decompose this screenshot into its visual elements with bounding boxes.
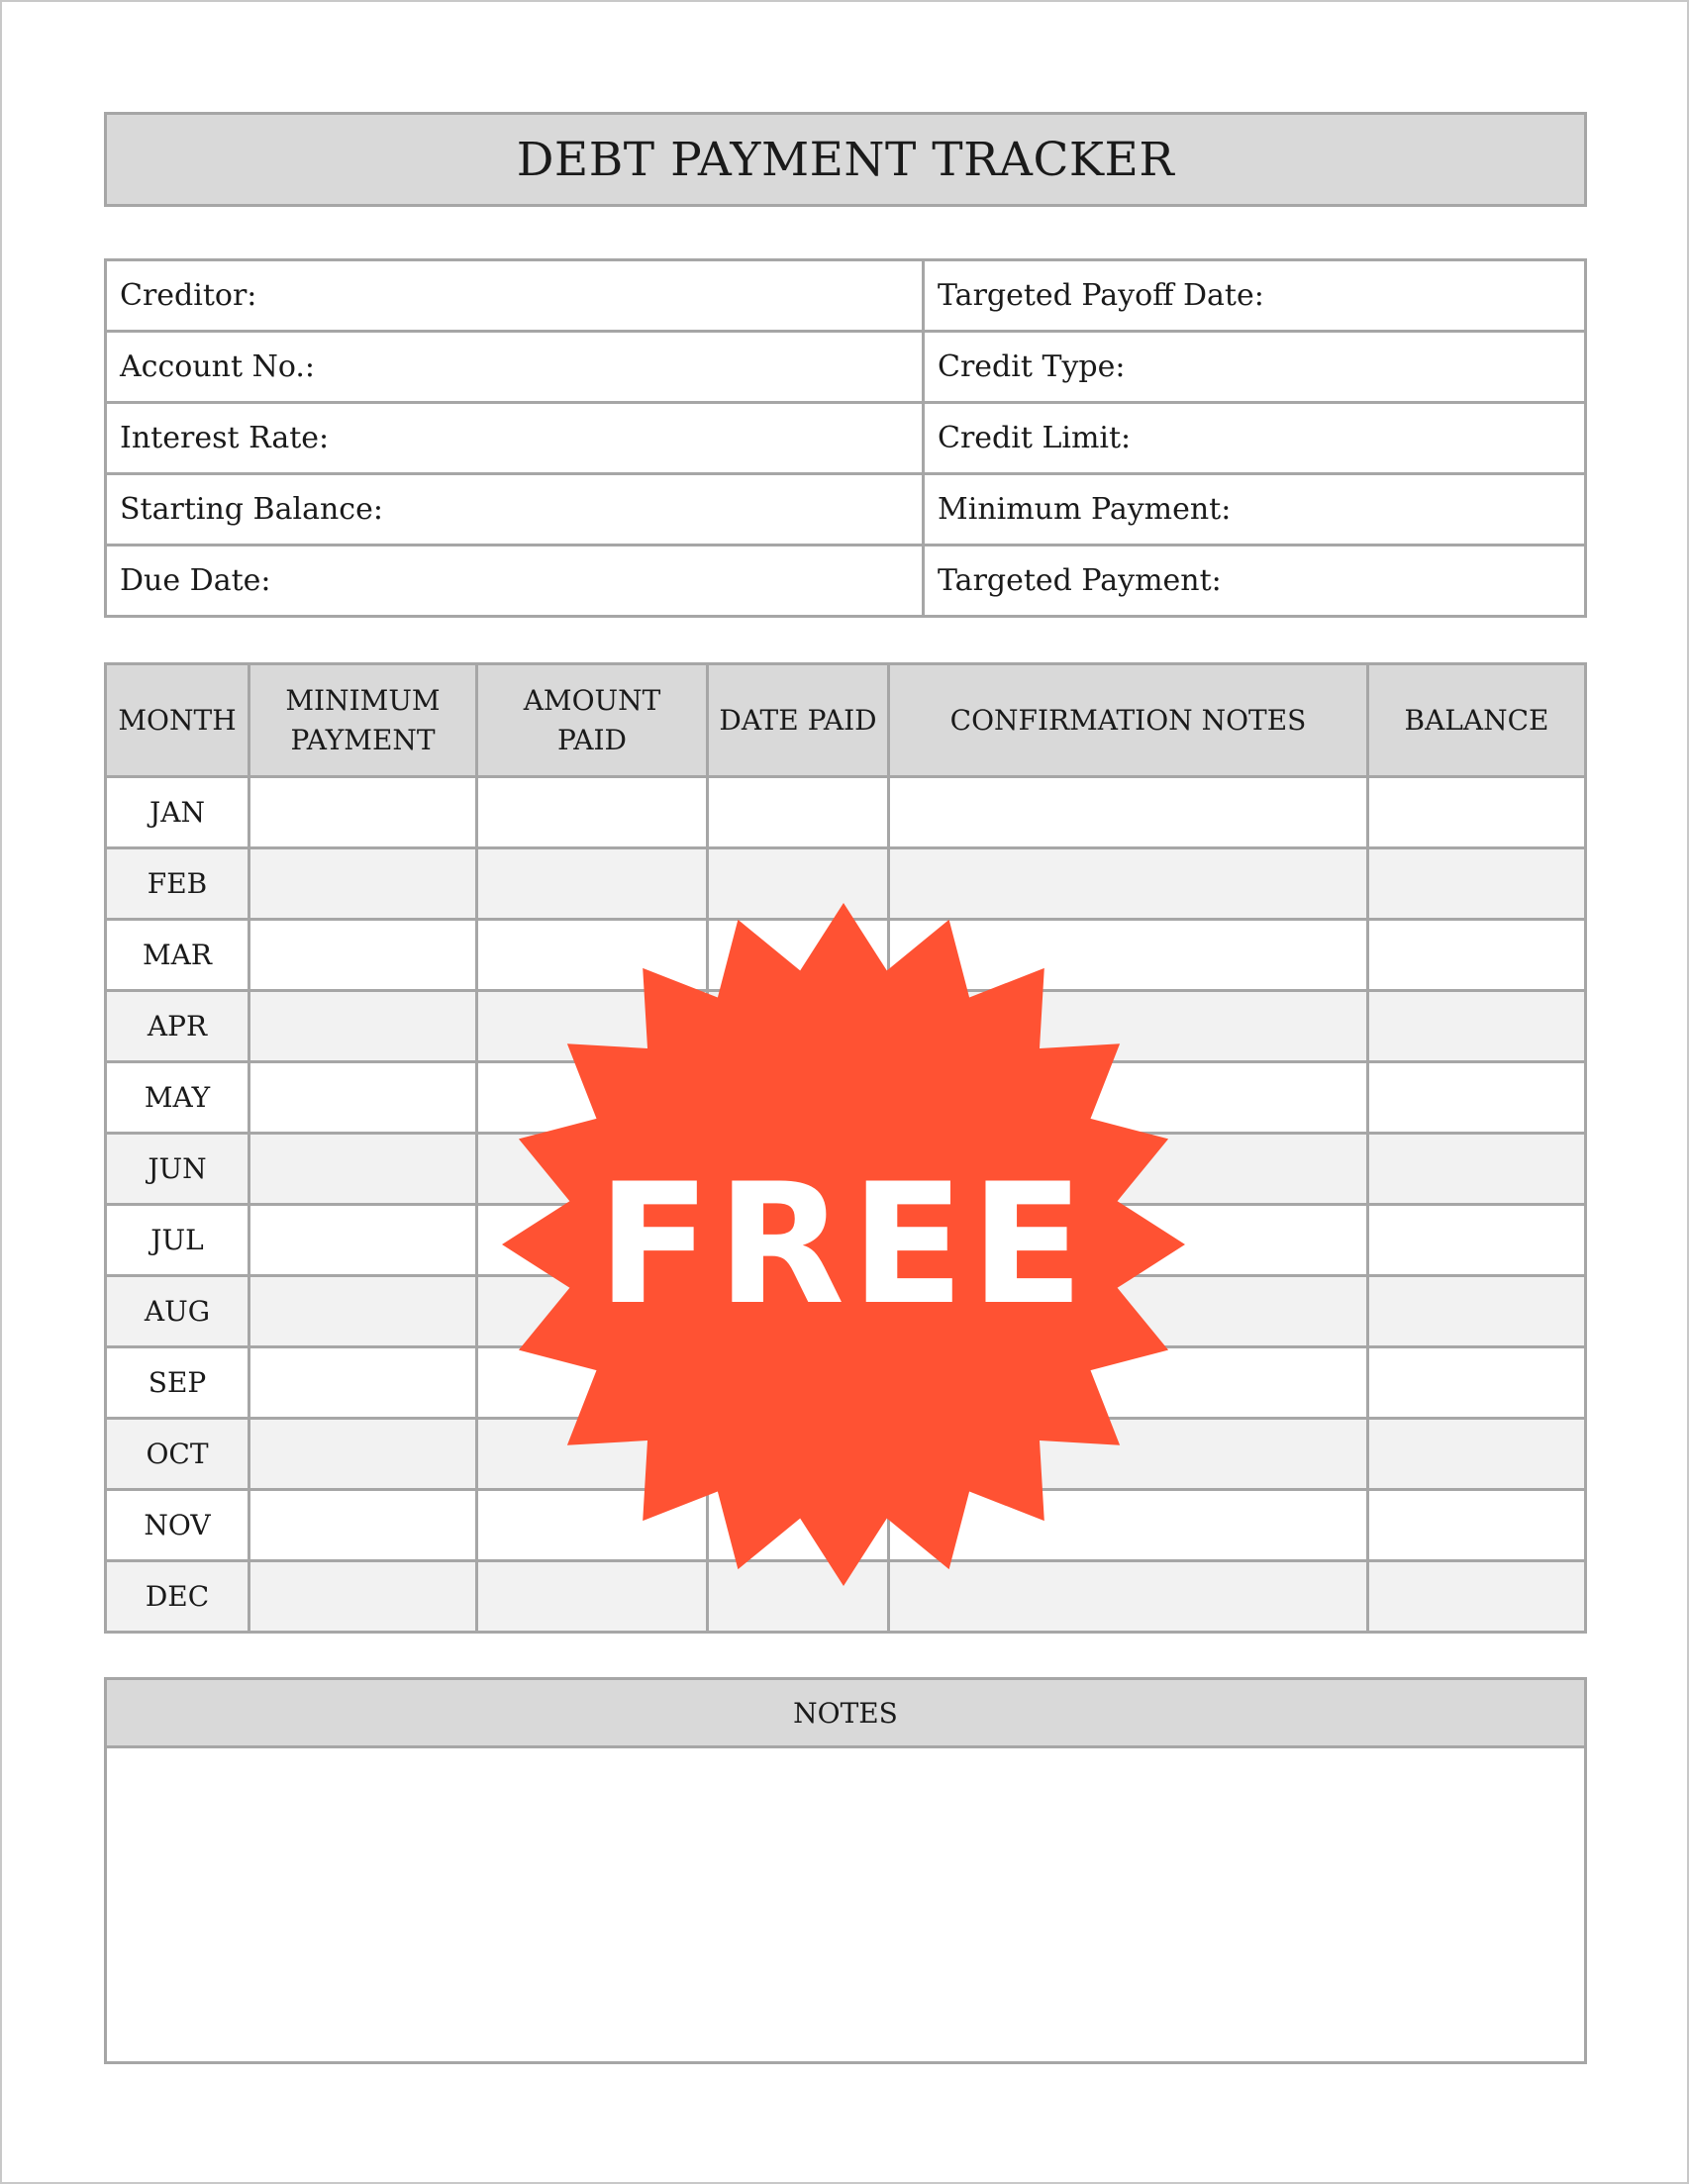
- month-header: [106, 664, 249, 777]
- balance-cell[interactable]: [1368, 991, 1586, 1062]
- minimum-payment-cell[interactable]: [249, 1062, 477, 1134]
- log-header-row: [106, 664, 1586, 777]
- balance-cell[interactable]: [1368, 1490, 1586, 1561]
- amount-paid-cell[interactable]: [477, 777, 708, 848]
- date-paid-header-label: DATE PAID: [719, 703, 877, 737]
- month-cell: JAN: [106, 777, 249, 848]
- balance-cell[interactable]: [1368, 1276, 1586, 1347]
- balance-header-label: BALANCE: [1404, 703, 1549, 737]
- minimum-payment-header: [249, 664, 477, 777]
- minimum-payment-cell[interactable]: [249, 1347, 477, 1419]
- starting-balance-field[interactable]: Starting Balance:: [106, 474, 924, 546]
- balance-cell[interactable]: [1368, 920, 1586, 991]
- notes-heading: NOTES: [104, 1677, 1587, 1748]
- amount-paid-header-line1: AMOUNT: [523, 684, 661, 718]
- balance-cell[interactable]: [1368, 777, 1586, 848]
- minimum-payment-cell[interactable]: [249, 1419, 477, 1490]
- month-cell: JUL: [106, 1205, 249, 1276]
- credit-limit-field[interactable]: Credit Limit:: [924, 403, 1586, 474]
- balance-cell[interactable]: [1368, 848, 1586, 920]
- month-cell: FEB: [106, 848, 249, 920]
- balance-cell[interactable]: [1368, 1205, 1586, 1276]
- month-cell: MAR: [106, 920, 249, 991]
- info-row: [106, 474, 1586, 546]
- month-cell: SEP: [106, 1347, 249, 1419]
- targeted-payoff-date-field[interactable]: Targeted Payoff Date:: [924, 260, 1586, 332]
- minimum-payment-cell[interactable]: [249, 1561, 477, 1633]
- balance-cell[interactable]: [1368, 1561, 1586, 1633]
- minimum-payment-cell[interactable]: [249, 1490, 477, 1561]
- interest-rate-field[interactable]: Interest Rate:: [106, 403, 924, 474]
- confirmation-notes-header: [889, 664, 1368, 777]
- minimum-payment-cell[interactable]: [249, 920, 477, 991]
- month-cell: APR: [106, 991, 249, 1062]
- amount-paid-header: [477, 664, 708, 777]
- targeted-payment-field[interactable]: Targeted Payment:: [924, 546, 1586, 617]
- credit-type-field[interactable]: Credit Type:: [924, 332, 1586, 403]
- confirmation-notes-header-label: CONFIRMATION NOTES: [949, 703, 1307, 737]
- date-paid-header: [708, 664, 889, 777]
- minimum-payment-cell[interactable]: [249, 1205, 477, 1276]
- minimum-payment-cell[interactable]: [249, 991, 477, 1062]
- free-label: FREE: [597, 1147, 1090, 1341]
- month-cell: MAY: [106, 1062, 249, 1134]
- date-paid-cell[interactable]: [708, 777, 889, 848]
- minimum-payment-cell[interactable]: [249, 1134, 477, 1205]
- minimum-payment-cell[interactable]: [249, 848, 477, 920]
- info-row: [106, 403, 1586, 474]
- info-row: [106, 546, 1586, 617]
- notes-area[interactable]: [104, 1745, 1587, 2064]
- info-row: [106, 332, 1586, 403]
- month-cell: JUN: [106, 1134, 249, 1205]
- month-cell: OCT: [106, 1419, 249, 1490]
- amount-paid-header-line2: PAID: [557, 723, 627, 756]
- minimum-payment-cell[interactable]: [249, 1276, 477, 1347]
- page-title: DEBT PAYMENT TRACKER: [104, 112, 1587, 207]
- month-cell: AUG: [106, 1276, 249, 1347]
- balance-cell[interactable]: [1368, 1062, 1586, 1134]
- balance-cell[interactable]: [1368, 1419, 1586, 1490]
- free-badge: [497, 898, 1190, 1591]
- balance-cell[interactable]: [1368, 1134, 1586, 1205]
- creditor-field[interactable]: Creditor:: [106, 260, 924, 332]
- minimum-payment-cell[interactable]: [249, 777, 477, 848]
- balance-cell[interactable]: [1368, 1347, 1586, 1419]
- confirmation-notes-cell[interactable]: [889, 777, 1368, 848]
- balance-header: [1368, 664, 1586, 777]
- info-row: [106, 260, 1586, 332]
- account-number-field[interactable]: Account No.:: [106, 332, 924, 403]
- account-info-table: [104, 258, 1587, 618]
- month-header-label: MONTH: [118, 703, 237, 737]
- minimum-payment-field[interactable]: Minimum Payment:: [924, 474, 1586, 546]
- month-row: [106, 777, 1586, 848]
- minimum-payment-header-line2: PAYMENT: [290, 723, 436, 756]
- month-cell: DEC: [106, 1561, 249, 1633]
- month-cell: NOV: [106, 1490, 249, 1561]
- minimum-payment-header-line1: MINIMUM: [285, 684, 441, 718]
- due-date-field[interactable]: Due Date:: [106, 546, 924, 617]
